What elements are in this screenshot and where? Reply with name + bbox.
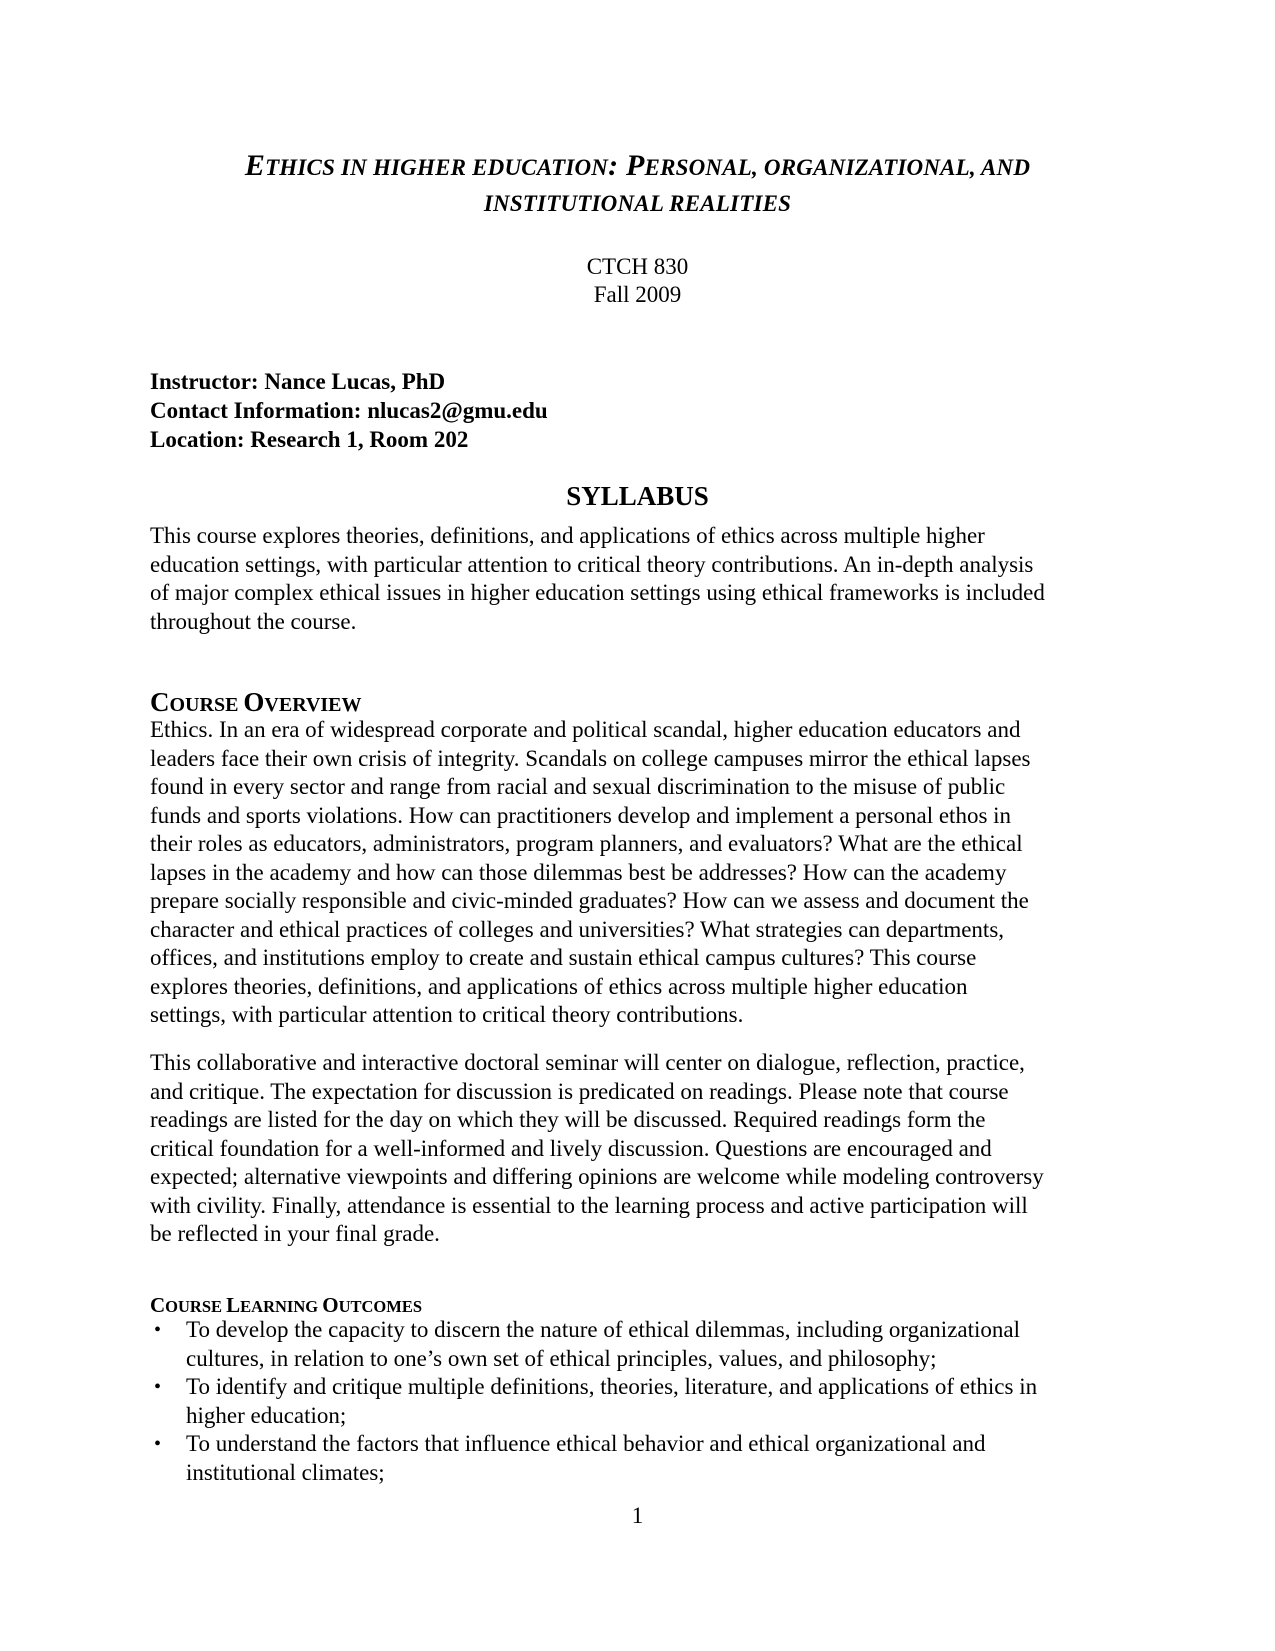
syllabus-heading: SYLLABUS [566, 481, 709, 511]
learning-outcomes-list [150, 1316, 1130, 1487]
title-line-2: INSTITUTIONAL REALITIES [483, 191, 792, 216]
instructor-info [150, 367, 548, 454]
course-code: CTCH 830 [586, 254, 689, 279]
paragraph-line: lapses in the academy and how can those dilemmas best be addresses? How can the academy [150, 859, 1007, 885]
paragraph-line: character and ethical practices of colleges and universities? What strategies can departments, [150, 916, 1005, 942]
paragraph-line: prepare socially responsible and civic-minded graduates? How can we assess and document the [150, 888, 1029, 913]
paragraph-line: throughout the course. [150, 608, 357, 634]
course-term: Fall 2009 [593, 282, 682, 307]
paragraph-line: This course explores theories, definitions, and applications of ethics across multiple higher [150, 523, 985, 548]
paragraph-line: settings, with particular attention to critical theory contributions. [150, 1002, 744, 1027]
location-line: Location: Research 1, Room 202 [150, 427, 469, 452]
bullet-icon: • [154, 1319, 162, 1341]
title-line-1: ETHICS IN HIGHER EDUCATION: PERSONAL, ORGANIZATIONAL, AND [244, 149, 1031, 182]
overview-paragraph [150, 716, 1125, 1030]
paragraph-line: expected; alternative viewpoints and differing opinions are welcome while modeling controversy [150, 1164, 1044, 1189]
paragraph-line: education settings, with particular attention to critical theory contributions. An in-depth analysis [150, 551, 1034, 577]
paragraph-line: leaders face their own crisis of integrity. Scandals on college campuses mirror the ethical lapses [150, 745, 1031, 771]
list-item: • To understand the factors that influence ethical behavior and ethical organizational and institutional climates; [154, 1431, 986, 1485]
bullet-icon: • [154, 1376, 162, 1398]
paragraph-line: This collaborative and interactive doctoral seminar will center on dialogue, reflection, practice, [150, 1050, 1025, 1075]
paragraph-line: of major complex ethical issues in higher education settings using ethical frameworks is included [150, 580, 1045, 605]
paragraph-line: with civility. Finally, attendance is essential to the learning process and active participation will [150, 1192, 1028, 1218]
paragraph-line: their roles as educators, administrators, program planners, and evaluators? What are the ethical [150, 831, 1023, 856]
page-number: 1 [631, 1503, 644, 1528]
paragraph-line: be reflected in your final grade. [150, 1221, 440, 1246]
list-item: • To identify and critique multiple definitions, theories, literature, and applications of ethics in higher education; [154, 1374, 1038, 1428]
course-meta [0, 253, 1275, 309]
paragraph-line: and critique. The expectation for discussion is predicated on readings. Please note that course [150, 1078, 1009, 1104]
contact-line: Contact Information: nlucas2@gmu.edu [150, 398, 548, 423]
instructor-line: Instructor: Nance Lucas, PhD [150, 369, 446, 394]
paragraph-line: Ethics. In an era of widespread corporate and political scandal, higher education educators and [150, 717, 1021, 742]
paragraph-line: funds and sports violations. How can practitioners develop and implement a personal ethos in [150, 802, 1012, 828]
seminar-paragraph [150, 1049, 1125, 1249]
paragraph-line: found in every sector and range from racial and sexual discrimination to the misuse of public [150, 774, 1006, 799]
paragraph-line: readings are listed for the day on which they will be discussed. Required readings form the [150, 1107, 986, 1132]
course-overview-heading: COURSE OVERVIEW [150, 687, 362, 717]
list-item: • To develop the capacity to discern the nature of ethical dilemmas, including organizational cultures, in relation to one’s own set of ethical principles, values, and philosophy; [154, 1317, 1020, 1371]
paragraph-line: explores theories, definitions, and applications of ethics across multiple higher education [150, 973, 968, 999]
paragraph-line: offices, and institutions employ to create and sustain ethical campus cultures? This course [150, 945, 977, 970]
learning-outcomes-heading: COURSE LEARNING OUTCOMES [150, 1293, 423, 1317]
document-title [140, 148, 1135, 222]
intro-paragraph [150, 522, 1125, 636]
paragraph-line: critical foundation for a well-informed and lively discussion. Questions are encouraged and [150, 1135, 992, 1161]
bullet-icon: • [154, 1433, 162, 1455]
